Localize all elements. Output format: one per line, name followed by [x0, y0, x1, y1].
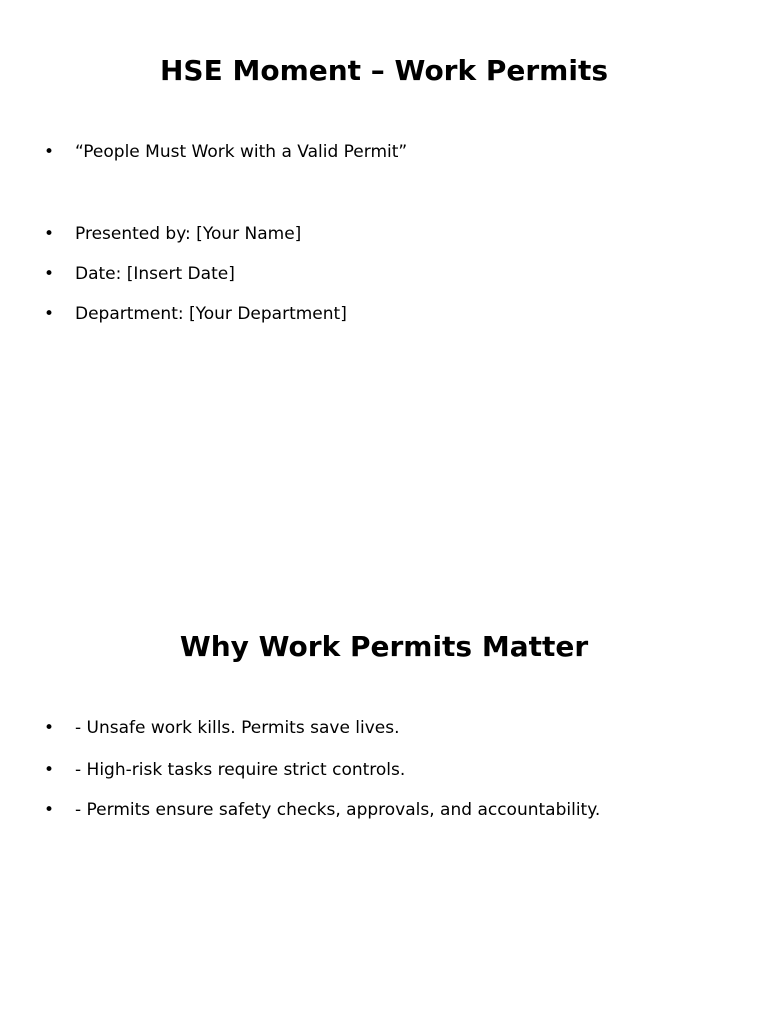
bullet-icon: •	[44, 760, 55, 780]
bullet-text: Presented by: [Your Name]	[75, 224, 302, 244]
bullet-icon: •	[44, 264, 55, 284]
bullet-text: - High-risk tasks require strict controls.	[75, 760, 406, 780]
bullet-text: - Permits ensure safety checks, approvals, and accountability.	[75, 800, 601, 820]
slide-title: Why Work Permits Matter	[179, 630, 589, 663]
bullet-icon: •	[44, 800, 55, 820]
bullet-text: “People Must Work with a Valid Permit”	[75, 142, 408, 162]
bullet-icon: •	[44, 224, 55, 244]
bullet-text: Date: [Insert Date]	[75, 264, 235, 284]
slide-title: HSE Moment – Work Permits	[160, 54, 608, 87]
bullet-icon: •	[44, 718, 55, 738]
bullet-icon: •	[44, 142, 55, 162]
bullet-text: Department: [Your Department]	[75, 304, 347, 324]
bullet-text: - Unsafe work kills. Permits save lives.	[75, 718, 400, 738]
slide-why-permits-matter	[0, 576, 768, 1024]
bullet-icon: •	[44, 304, 55, 324]
